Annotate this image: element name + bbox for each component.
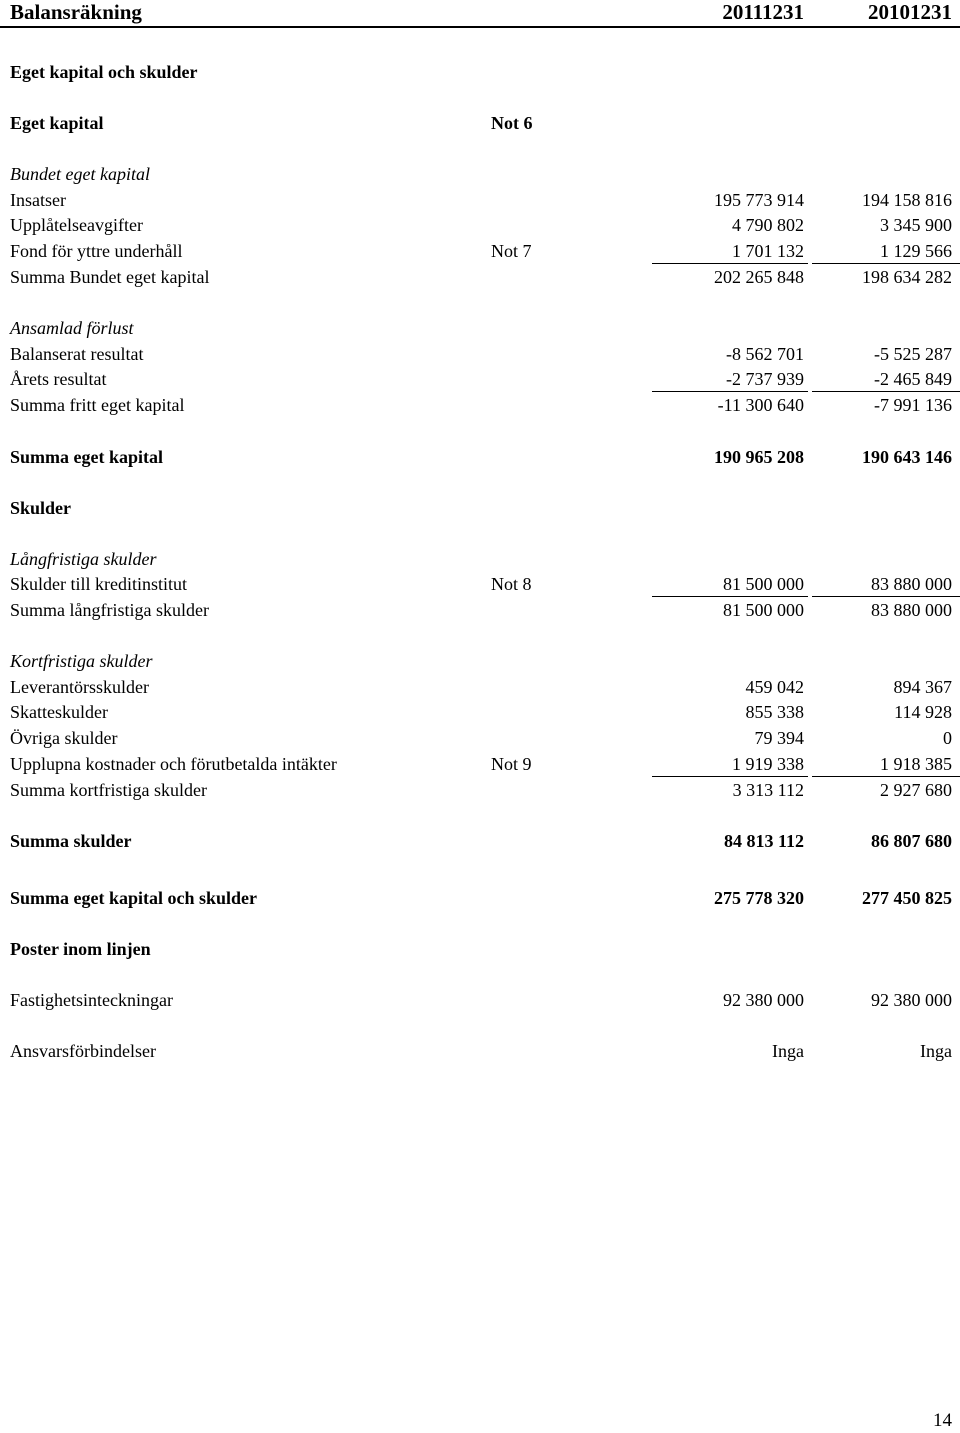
row-label: Summa eget kapital (10, 447, 163, 467)
row-value-2010: 114 928 (894, 702, 952, 722)
table-row (0, 111, 960, 135)
row-value-2010: 198 634 282 (862, 267, 952, 287)
row-label: Fastighetsinteckningar (10, 990, 173, 1010)
row-label: Summa Bundet eget kapital (10, 267, 210, 287)
table-row (0, 572, 960, 596)
row-label: Långfristiga skulder (10, 549, 157, 569)
row-label: Summa fritt eget kapital (10, 395, 185, 415)
row-value-2010: 83 880 000 (871, 600, 952, 620)
row-value-2011: 79 394 (754, 728, 804, 748)
row-label: Årets resultat (10, 369, 107, 389)
row-value-2011: 3 313 112 (732, 780, 804, 800)
row-value-2010: 0 (943, 728, 952, 748)
row-label: Balanserat resultat (10, 344, 144, 364)
page-title: Balansräkning (10, 0, 142, 24)
row-value-2011: -2 737 939 (726, 369, 804, 389)
table-row (0, 988, 960, 1012)
page-number: 14 (933, 1410, 952, 1431)
row-label: Eget kapital och skulder (10, 62, 198, 82)
row-label: Upplåtelseavgifter (10, 215, 143, 235)
row-label: Bundet eget kapital (10, 164, 150, 184)
row-value-2011: 92 380 000 (723, 990, 804, 1010)
row-value-2011: 275 778 320 (714, 888, 804, 908)
row-value-2011: 202 265 848 (714, 267, 804, 287)
table-row (0, 726, 960, 750)
table-row (0, 752, 960, 776)
row-label: Skatteskulder (10, 702, 108, 722)
row-note: Not 8 (491, 574, 532, 594)
row-label: Ansvarsförbindelser (10, 1041, 156, 1061)
row-label: Skulder (10, 498, 72, 518)
row-value-2011: 190 965 208 (714, 447, 804, 467)
row-label: Kortfristiga skulder (10, 651, 153, 671)
table-row (0, 367, 960, 391)
row-label: Insatser (10, 190, 66, 210)
table-row (0, 188, 960, 212)
row-value-2010: 194 158 816 (862, 190, 952, 210)
row-value-2010: 3 345 900 (880, 215, 952, 235)
row-value-2011: 1 701 132 (732, 241, 804, 261)
table-row (0, 265, 960, 289)
row-value-2010: 1 129 566 (880, 241, 952, 261)
table-row (0, 496, 960, 520)
row-note: Not 7 (491, 241, 532, 261)
row-value-2011: Inga (772, 1041, 804, 1061)
table-row (0, 1039, 960, 1063)
row-label: Leverantörsskulder (10, 677, 149, 697)
row-value-2010: -7 991 136 (874, 395, 952, 415)
table-row (0, 937, 960, 961)
table-row (0, 213, 960, 237)
row-label: Ansamlad förlust (10, 318, 134, 338)
table-row (0, 60, 960, 84)
row-value-2010: -5 525 287 (874, 344, 952, 364)
row-label: Summa eget kapital och skulder (10, 888, 258, 908)
row-value-2011: 1 919 338 (732, 754, 804, 774)
table-row (0, 886, 960, 910)
row-value-2010: -2 465 849 (874, 369, 952, 389)
row-value-2010: 92 380 000 (871, 990, 952, 1010)
row-label: Summa kortfristiga skulder (10, 780, 207, 800)
row-label: Övriga skulder (10, 728, 118, 748)
row-label: Summa skulder (10, 831, 132, 851)
row-note: Not 9 (491, 754, 532, 774)
row-value-2011: 81 500 000 (723, 600, 804, 620)
table-row (0, 649, 960, 673)
row-value-2010: 277 450 825 (862, 888, 952, 908)
row-value-2011: 855 338 (745, 702, 804, 722)
row-value-2010: 190 643 146 (862, 447, 952, 467)
row-value-2011: 195 773 914 (714, 190, 804, 210)
table-row (0, 393, 960, 417)
table-row (0, 342, 960, 366)
table-row (0, 239, 960, 263)
table-row (0, 675, 960, 699)
row-value-2011: 4 790 802 (732, 215, 804, 235)
table-row (0, 547, 960, 571)
row-value-2011: -8 562 701 (726, 344, 804, 364)
table-row (0, 445, 960, 469)
table-row (0, 598, 960, 622)
row-label: Skulder till kreditinstitut (10, 574, 187, 594)
table-row (0, 778, 960, 802)
row-label: Upplupna kostnader och förutbetalda intäkter (10, 754, 337, 774)
row-value-2011: 459 042 (745, 677, 804, 697)
row-value-2010: 894 367 (893, 677, 952, 697)
row-label: Eget kapital (10, 113, 104, 133)
column-header-2010: 20101231 (868, 0, 952, 24)
balance-sheet-header (0, 0, 960, 28)
row-value-2011: 84 813 112 (723, 831, 804, 851)
row-value-2010: 1 918 385 (880, 754, 952, 774)
row-label: Fond för yttre underhåll (10, 241, 183, 261)
row-value-2011: 81 500 000 (723, 574, 804, 594)
table-row (0, 829, 960, 853)
row-label: Summa långfristiga skulder (10, 600, 209, 620)
row-value-2010: 2 927 680 (880, 780, 952, 800)
row-value-2010: 86 807 680 (871, 831, 952, 851)
table-row (0, 316, 960, 340)
row-value-2010: 83 880 000 (871, 574, 952, 594)
table-row (0, 162, 960, 186)
row-note: Not 6 (491, 113, 533, 133)
row-label: Poster inom linjen (10, 939, 151, 959)
column-header-2011: 20111231 (722, 0, 804, 24)
table-row (0, 700, 960, 724)
row-value-2010: Inga (920, 1041, 952, 1061)
row-value-2011: -11 300 640 (717, 395, 804, 415)
